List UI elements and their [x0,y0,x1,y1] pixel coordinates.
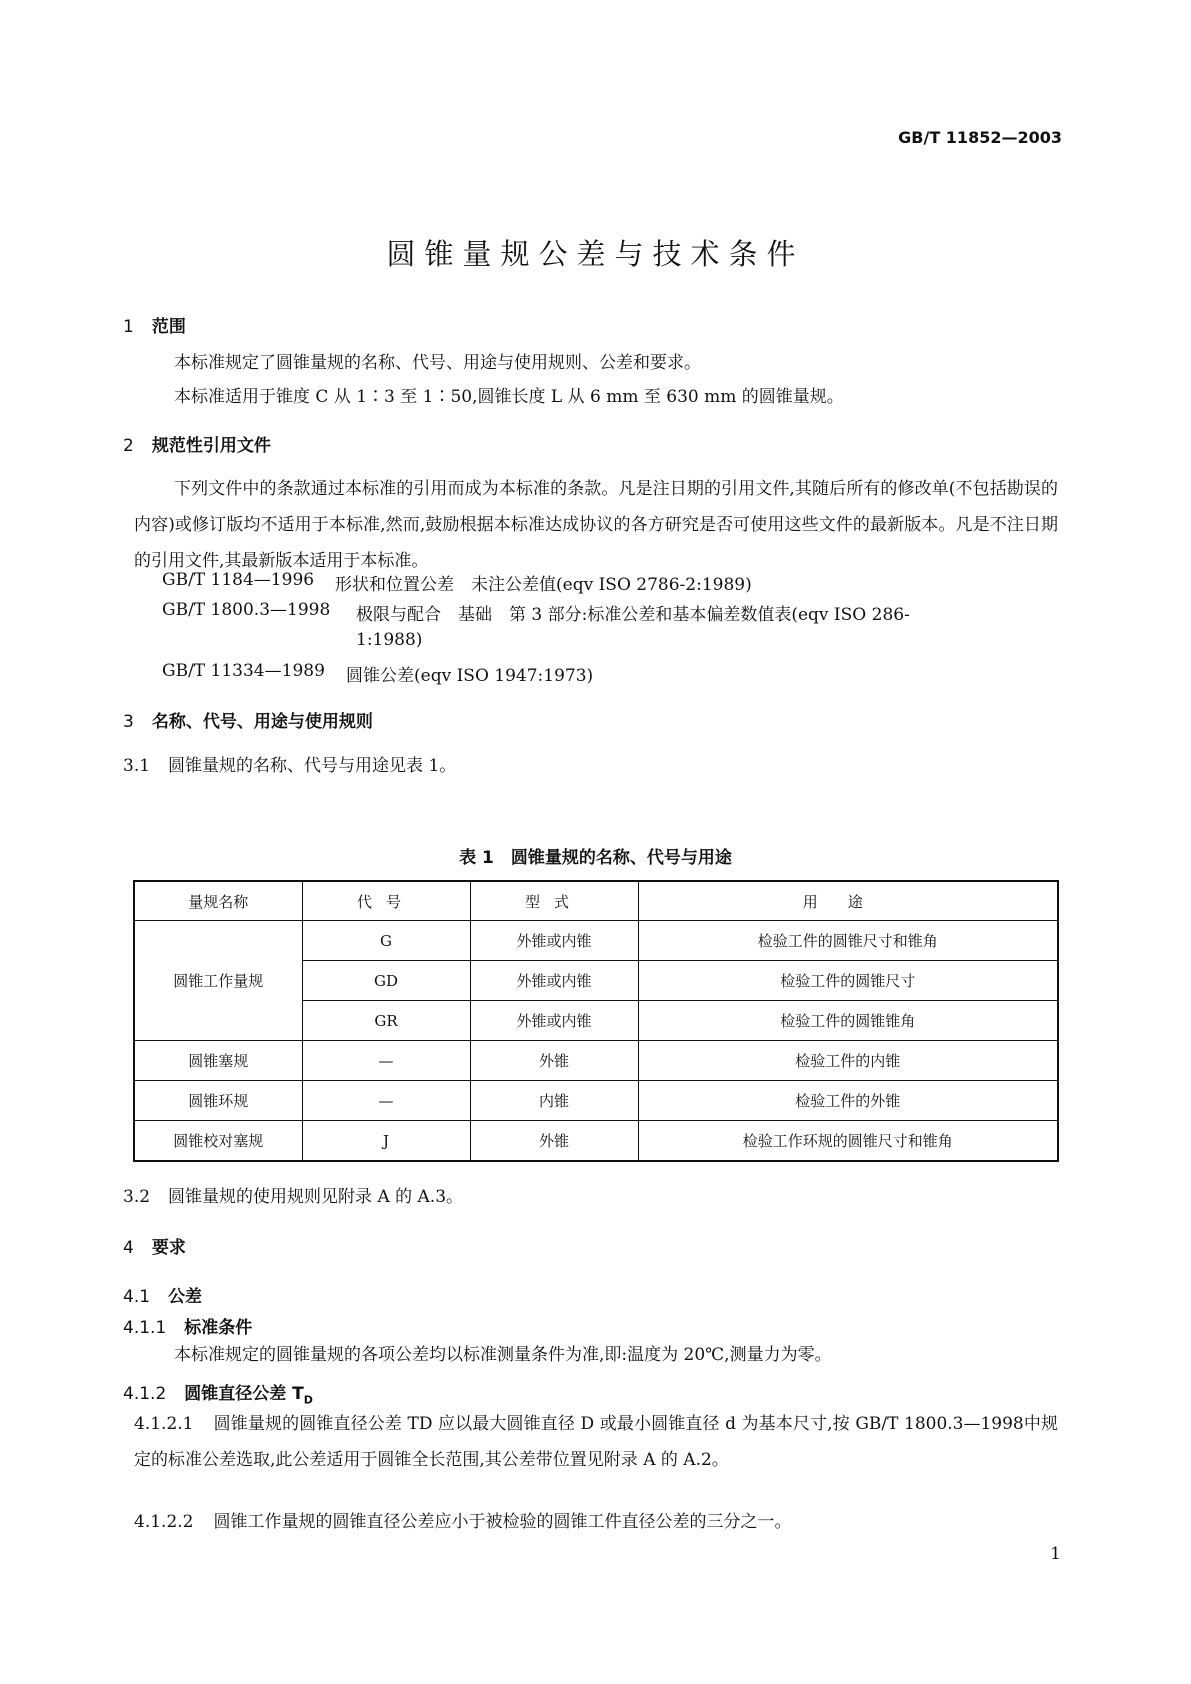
table-cell-use: 检验工件的圆锥尺寸 [638,961,1058,1001]
reference-title: 极限与配合 基础 第 3 部分:标准公差和基本偏差数值表(eqv ISO 286- [356,605,910,625]
section-1-paragraph-2: 本标准适用于锥度 C 从 1∶3 至 1∶50,圆锥长度 L 从 6 mm 至 630 mm 的圆锥量规。 [174,387,844,407]
clause-4-1-1-text: 本标准规定的圆锥量规的各项公差均以标准测量条件为准,即:温度为 20℃,测量力为零。 [174,1345,832,1365]
table-cell-type: 外锥或内锥 [470,1001,638,1041]
table-cell-code: G [302,921,470,961]
reference-title: 形状和位置公差 未注公差值(eqv ISO 2786-2:1989) [335,575,752,595]
table-header-row [134,881,1058,921]
clause-4-1-2-heading: 4.1.2 圆锥直径公差 $T_D$ [123,1384,313,1407]
clause-4-1-heading: 4.1 公差 [123,1287,203,1307]
table-header-use: 用途 [638,881,1058,921]
table-header-code: 代号 [302,881,470,921]
table-row [134,1041,1058,1081]
document-title: 圆锥量规公差与技术条件 [386,237,805,271]
table-row [134,1121,1058,1162]
table-cell-use: 检验工件的圆锥锥角 [638,1001,1058,1041]
section-2-intro: 下列文件中的条款通过本标准的引用而成为本标准的条款。凡是注日期的引用文件,其随后所有的修改单(不包括勘误的内容)或修订版均不适用于本标准,然而,鼓励根据本标准达成协议的各方研究是否可使用这些文件的最新版本。凡是不注日期的引用文件,其最新版本适用于本标准。 [134,479,1058,571]
clause-3-1: 3.1 圆锥量规的名称、代号与用途见表 1。 [123,756,457,776]
reference-code: GB/T 1184—1996 [162,570,315,590]
section-2-heading: 2 规范性引用文件 [123,436,271,456]
clause-4-1-2-2: 4.1.2.2 圆锥工作量规的圆锥直径公差应小于被检验的圆锥工件直径公差的三分之一。 [134,1512,792,1532]
table-cell-code: — [302,1081,470,1121]
table-cell-use: 检验工件的内锥 [638,1041,1058,1081]
table-cell-type: 外锥或内锥 [470,961,638,1001]
clause-4-1-2-1: 4.1.2.1 圆锥量规的圆锥直径公差 TD 应以最大圆锥直径 D 或最小圆锥直径 d 为基本尺寸,按 GB/T 1800.3—1998中规定的标准公差选取,此公差适用于圆锥全长范围,其公差带位置见附录 A 的 A.2。 [134,1414,1058,1470]
page-number: 1 [1050,1544,1061,1564]
table-cell-use: 检验工作环规的圆锥尺寸和锥角 [638,1121,1058,1162]
reference-title-continuation: 1:1988) [356,630,423,650]
table-header-type: 型式 [470,881,638,921]
table-cell-use: 检验工件的外锥 [638,1081,1058,1121]
standard-number: GB/T 11852—2003 [898,128,1062,147]
section-4-heading: 4 要求 [123,1238,186,1258]
clause-3-2: 3.2 圆锥量规的使用规则见附录 A 的 A.3。 [123,1187,464,1207]
table-cell-name: 圆锥环规 [134,1081,302,1121]
table-cell-code: J [302,1121,470,1162]
table-cell-name: 圆锥工作量规 [134,921,302,1041]
table-1-caption: 表 1 圆锥量规的名称、代号与用途 [459,848,732,868]
clause-4-1-1-heading: 4.1.1 标准条件 [123,1318,253,1338]
table-row [134,1081,1058,1121]
table-cell-use: 检验工件的圆锥尺寸和锥角 [638,921,1058,961]
table-cell-type: 外锥 [470,1041,638,1081]
table-header-name: 量规名称 [134,881,302,921]
table-cell-type: 外锥 [470,1121,638,1162]
section-1-heading: 1 范围 [123,317,186,337]
section-3-heading: 3 名称、代号、用途与使用规则 [123,712,373,732]
reference-code: GB/T 1800.3—1998 [162,600,331,620]
table-cell-name: 圆锥塞规 [134,1041,302,1081]
table-cell-code: GR [302,1001,470,1041]
section-1-paragraph-1: 本标准规定了圆锥量规的名称、代号、用途与使用规则、公差和要求。 [174,353,701,373]
table-cell-code: GD [302,961,470,1001]
reference-title: 圆锥公差(eqv ISO 1947:1973) [346,666,594,686]
reference-code: GB/T 11334—1989 [162,661,325,681]
table-cell-code: — [302,1041,470,1081]
table-row [134,921,1058,961]
table-cell-name: 圆锥校对塞规 [134,1121,302,1162]
table-cell-type: 外锥或内锥 [470,921,638,961]
table-cell-type: 内锥 [470,1081,638,1121]
gauge-table [133,880,1059,1162]
